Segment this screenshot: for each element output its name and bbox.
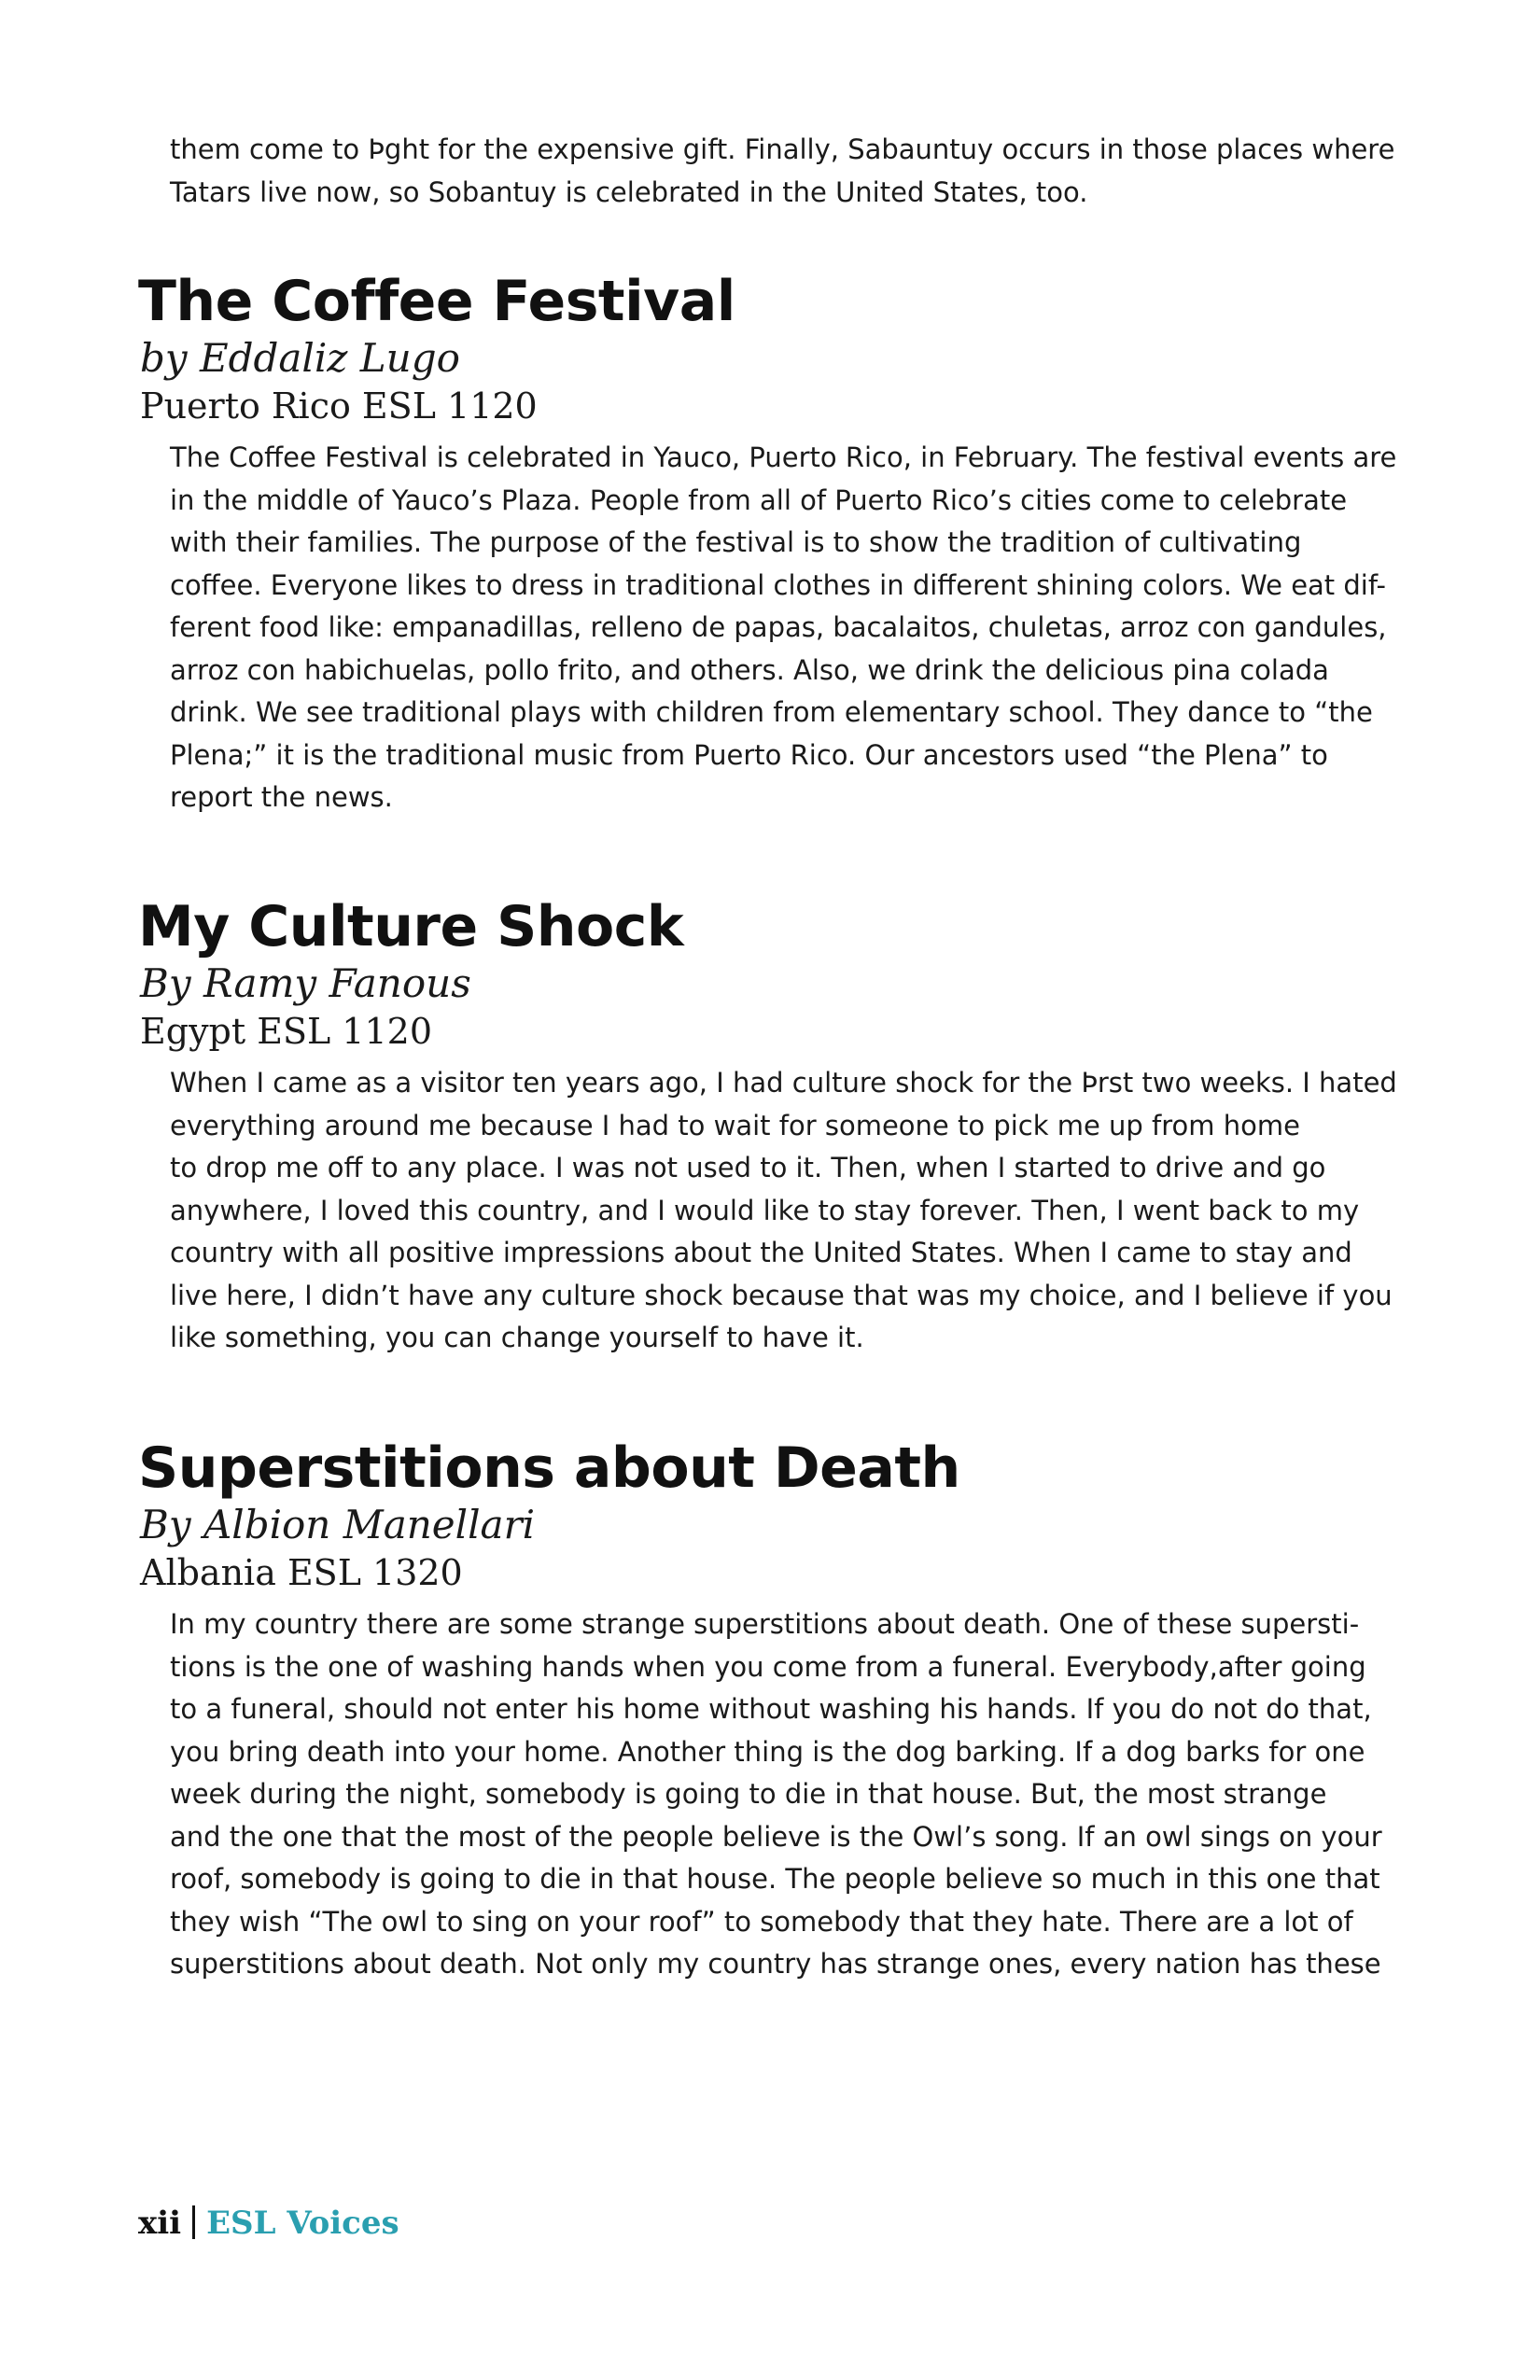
footer-divider xyxy=(192,2205,195,2239)
book-title: ESL Voices xyxy=(206,2205,399,2242)
paragraph-line: live here, I didn’t have any culture shock because that was my choice, and I believe if you xyxy=(170,1279,1393,1311)
paragraph-line: country with all positive impressions about the United States. When I came to stay and xyxy=(170,1237,1352,1268)
paragraph-line: anywhere, I loved this country, and I would like to stay forever. Then, I went back to my xyxy=(170,1194,1360,1226)
paragraph-line: to drop me off to any place. I was not used to it. Then, when I started to drive and go xyxy=(170,1152,1326,1183)
essay-author: By Ramy Fanous xyxy=(140,960,471,1006)
paragraph-line: arroz con habichuelas, pollo frito, and others. Also, we drink the delicious pina colada xyxy=(170,653,1329,686)
paragraph-line: with their families. The purpose of the festival is to show the tradition of cultivating xyxy=(170,526,1302,558)
page-number: xii xyxy=(138,2205,182,2242)
essay-origin: Puerto Rico ESL 1120 xyxy=(140,385,538,427)
paragraph-line: In my country there are some strange superstitions about death. One of these supersti- xyxy=(170,1608,1360,1640)
paragraph-line: drink. We see traditional plays with children from elementary school. They dance to “the xyxy=(170,696,1373,728)
paragraph-line: in the middle of Yauco’s Plaza. People from all of Puerto Rico’s cities come to celebrate xyxy=(170,483,1348,516)
paragraph-line: Tatars live now, so Sobantuy is celebrated in the United States, too. xyxy=(170,175,1088,208)
paragraph-line: ferent food like: empanadillas, relleno de papas, bacalaitos, chuletas, arroz con gandules, xyxy=(170,611,1387,643)
essay-origin: Egypt ESL 1120 xyxy=(140,1011,432,1052)
essay-title: My Culture Shock xyxy=(138,894,684,959)
paragraph-line: to a funeral, should not enter his home without washing his hands. If you do not do that, xyxy=(170,1693,1372,1725)
paragraph-line: like something, you can change yourself to have it. xyxy=(170,1322,864,1353)
essay-body xyxy=(0,1062,1397,1360)
essay-body xyxy=(0,437,1397,819)
paragraph-line: Plena;” it is the traditional music from Puerto Rico. Our ancestors used “the Plena” to xyxy=(170,738,1328,771)
essay-coffee-festival xyxy=(0,269,1540,819)
essay-title: Superstitions about Death xyxy=(138,1435,960,1501)
paragraph-line: When I came as a visitor ten years ago, I had culture shock for the Þrst two weeks. I hated xyxy=(170,1067,1397,1099)
essay-superstitions xyxy=(0,1435,1540,1986)
essay-title: The Coffee Festival xyxy=(138,269,735,334)
paragraph-line: you bring death into your home. Another thing is the dog barking. If a dog barks for one xyxy=(170,1735,1365,1768)
paragraph-line: week during the night, somebody is going to die in that house. But, the most strange xyxy=(170,1778,1327,1810)
paragraph-line: tions is the one of washing hands when you come from a funeral. Everybody,after going xyxy=(170,1650,1366,1683)
paragraph-line: roof, somebody is going to die in that house. The people believe so much in this one that xyxy=(170,1863,1380,1895)
paragraph-line: The Coffee Festival is celebrated in Yauco, Puerto Rico, in February. The festival events are xyxy=(170,441,1397,473)
paragraph-line: superstitions about death. Not only my country has strange ones, every nation has these xyxy=(170,1948,1381,1980)
paragraph-line: them come to Þght for the expensive gift. Finally, Sabauntuy occurs in those places where xyxy=(170,133,1395,165)
paragraph-line: report the news. xyxy=(170,781,393,813)
paragraph-line: coffee. Everyone likes to dress in traditional clothes in different shining colors. We eat dif- xyxy=(170,568,1386,601)
paragraph-line: everything around me because I had to wait for someone to pick me up from home xyxy=(170,1109,1300,1141)
page-footer xyxy=(138,2205,399,2242)
essay-origin: Albania ESL 1320 xyxy=(140,1552,463,1593)
essay-author: by Eddaliz Lugo xyxy=(140,335,460,381)
essay-culture-shock xyxy=(0,894,1540,1360)
essay-body xyxy=(0,1603,1383,1986)
paragraph-line: and the one that the most of the people believe is the Owl’s song. If an owl sings on your xyxy=(170,1820,1382,1853)
paragraph-line: they wish “The owl to sing on your roof” to somebody that they hate. There are a lot of xyxy=(170,1905,1353,1938)
intro-paragraph xyxy=(0,129,1395,214)
essay-author: By Albion Manellari xyxy=(140,1502,536,1547)
